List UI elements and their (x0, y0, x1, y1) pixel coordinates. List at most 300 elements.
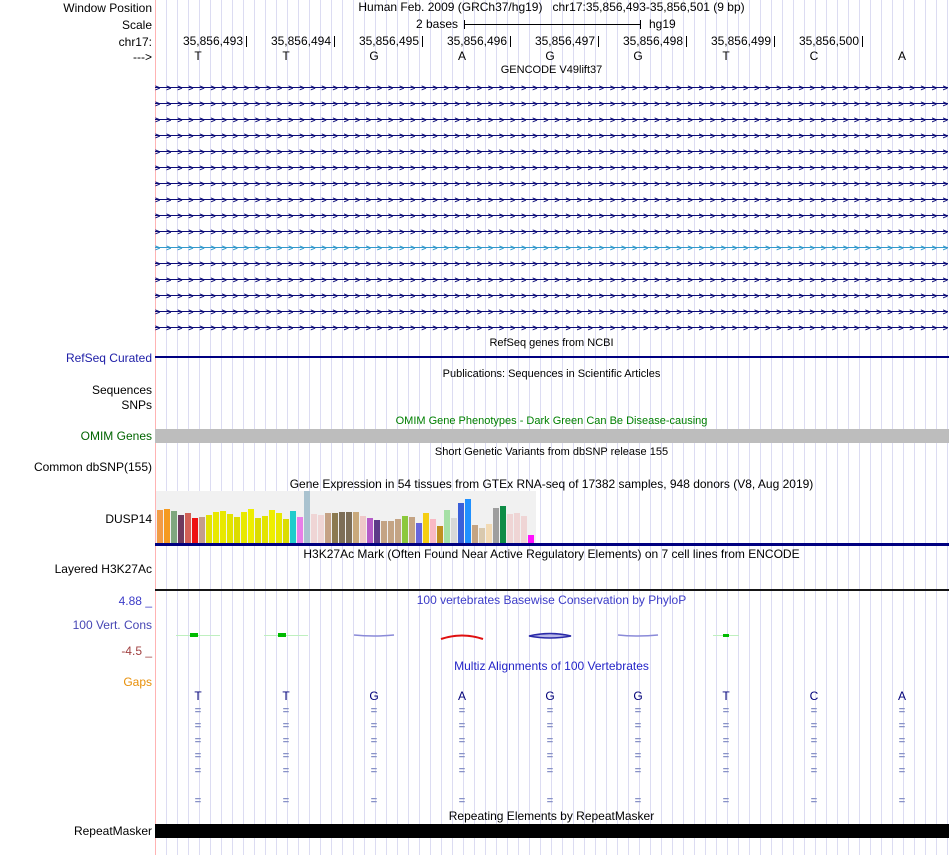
arrowhead-icon: > (232, 83, 238, 93)
gtex-expression-bar[interactable] (234, 517, 240, 543)
arrowhead-icon: > (155, 243, 161, 253)
common-dbsnp-label[interactable]: Common dbSNP(155) (33, 460, 152, 474)
h3k27ac-track-title[interactable]: H3K27Ac Mark (Often Found Near Active Regulatory Elements) on 7 cell lines from ENCODE (303, 547, 800, 561)
arrowhead-icon: > (765, 227, 771, 237)
alignment-match-mark: = (370, 735, 378, 747)
omim-track-title[interactable]: OMIM Gene Phenotypes - Dark Green Can Be Disease-causing (395, 415, 708, 427)
gene-row[interactable] (155, 176, 948, 192)
arrowhead-icon: > (798, 195, 804, 205)
multiz-track-title[interactable]: Multiz Alignments of 100 Vertebrates (454, 659, 649, 673)
alignment-match-mark: = (898, 720, 906, 732)
gtex-expression-bar[interactable] (192, 518, 198, 543)
arrowhead-icon: > (465, 227, 471, 237)
arrowhead-icon: > (620, 99, 627, 109)
gtex-expression-bar[interactable] (339, 512, 345, 543)
arrowhead-icon: > (787, 243, 793, 253)
arrowhead-icon: > (299, 307, 305, 317)
arrowhead-icon: > (532, 195, 538, 205)
gtex-expression-bar[interactable] (409, 517, 415, 543)
arrowhead-icon: > (232, 259, 238, 269)
arrowhead-icon: > (265, 99, 272, 109)
arrowhead-icon: > (754, 163, 760, 173)
arrowhead-icon: > (510, 131, 516, 141)
arrowhead-icon: > (632, 179, 638, 189)
arrowhead-icon: > (820, 83, 826, 93)
refseq-curated-label[interactable]: RefSeq Curated (65, 351, 152, 365)
arrowhead-icon: > (698, 147, 704, 157)
refseq-track-title[interactable]: RefSeq genes from NCBI (489, 337, 614, 349)
arrowhead-icon: > (288, 275, 294, 285)
arrowhead-icon: > (199, 83, 205, 93)
alignment-match-mark: = (546, 795, 554, 807)
alignment-match-mark: = (722, 750, 730, 762)
arrowhead-icon: > (842, 323, 849, 333)
arrowhead-icon: > (343, 163, 349, 173)
arrowhead-icon: > (498, 131, 505, 141)
arrowhead-icon: > (543, 259, 549, 269)
gtex-expression-bar[interactable] (388, 521, 394, 543)
arrowhead-icon: > (598, 243, 605, 253)
arrowhead-icon: > (487, 259, 494, 269)
arrowhead-icon: > (288, 227, 294, 237)
gene-row[interactable] (155, 256, 948, 272)
arrowhead-icon: > (387, 323, 394, 333)
arrowhead-icon: > (221, 83, 227, 93)
arrowhead-icon: > (277, 83, 283, 93)
arrowhead-icon: > (898, 291, 904, 301)
gtex-expression-bar[interactable] (423, 513, 429, 543)
arrowhead-icon: > (365, 243, 372, 253)
omim-genes-bar[interactable] (155, 429, 949, 443)
arrowhead-icon: > (498, 227, 505, 237)
gtex-expression-bar[interactable] (367, 518, 373, 543)
arrowhead-icon: > (265, 163, 272, 173)
arrowhead-icon: > (510, 211, 516, 221)
arrowhead-icon: > (709, 163, 715, 173)
repeatmasker-track-title[interactable]: Repeating Elements by RepeatMasker (448, 809, 655, 823)
arrowhead-icon: > (332, 307, 338, 317)
arrowhead-icon: > (365, 211, 372, 221)
gtex-expression-bar[interactable] (220, 511, 226, 543)
gtex-expression-bar[interactable] (395, 519, 401, 543)
arrowhead-icon: > (598, 195, 605, 205)
alignment-match-mark: = (370, 765, 378, 777)
arrowhead-icon: > (155, 83, 161, 93)
arrowhead-icon: > (853, 291, 860, 301)
arrowhead-icon: > (243, 307, 250, 317)
alignment-match-mark: = (898, 705, 906, 717)
arrowhead-icon: > (310, 259, 316, 269)
arrowhead-icon: > (931, 147, 937, 157)
gtex-expression-bar[interactable] (241, 512, 247, 543)
arrowhead-icon: > (765, 211, 771, 221)
arrowhead-icon: > (288, 115, 294, 125)
arrowhead-icon: > (199, 147, 205, 157)
arrowhead-icon: > (232, 291, 238, 301)
arrowhead-icon: > (720, 291, 727, 301)
arrowhead-icon: > (487, 131, 494, 141)
arrowhead-icon: > (742, 131, 749, 141)
arrowhead-icon: > (709, 243, 715, 253)
arrowhead-icon: > (887, 179, 893, 189)
arrowhead-icon: > (399, 179, 405, 189)
gtex-expression-bar[interactable] (500, 506, 506, 543)
arrowhead-icon: > (820, 275, 826, 285)
gtex-expression-bar[interactable] (381, 521, 387, 543)
arrowhead-icon: > (720, 195, 727, 205)
arrowhead-icon: > (321, 307, 327, 317)
gtex-expression-bar[interactable] (528, 535, 534, 543)
gtex-expression-bar[interactable] (255, 518, 261, 543)
gene-row[interactable] (155, 240, 948, 256)
gtex-expression-bar[interactable] (262, 516, 268, 543)
arrowhead-icon: > (598, 99, 605, 109)
arrowhead-icon: > (565, 275, 571, 285)
arrowhead-icon: > (465, 275, 471, 285)
arrowhead-icon: > (454, 227, 460, 237)
arrowhead-icon: > (498, 291, 505, 301)
dbsnp-track-title[interactable]: Short Genetic Variants from dbSNP release 155 (434, 446, 669, 458)
gtex-expression-bar[interactable] (248, 509, 254, 543)
snps-label[interactable]: SNPs (121, 398, 152, 412)
gencode-track-title[interactable]: GENCODE V49lift37 (500, 64, 603, 76)
arrowhead-icon: > (887, 291, 893, 301)
arrowhead-icon: > (698, 307, 704, 317)
gene-direction-arrows (155, 128, 948, 144)
arrowhead-icon: > (510, 227, 516, 237)
arrowhead-icon: > (321, 163, 327, 173)
gene-row[interactable] (155, 192, 948, 208)
gene-row[interactable] (155, 208, 948, 224)
conservation-track-title[interactable]: 100 vertebrates Basewise Conservation by PhyloP (416, 593, 687, 607)
arrowhead-icon: > (354, 243, 360, 253)
arrowhead-icon: > (487, 179, 494, 189)
arrowhead-icon: > (476, 147, 482, 157)
arrowhead-icon: > (665, 291, 671, 301)
arrowhead-icon: > (754, 147, 760, 157)
arrowhead-icon: > (387, 243, 394, 253)
arrowhead-icon: > (898, 195, 904, 205)
arrowhead-icon: > (632, 323, 638, 333)
arrowhead-icon: > (876, 243, 882, 253)
arrowhead-icon: > (565, 307, 571, 317)
arrowhead-icon: > (543, 211, 549, 221)
gtex-expression-bar[interactable] (297, 517, 303, 543)
arrowhead-icon: > (720, 211, 727, 221)
arrowhead-icon: > (376, 227, 383, 237)
arrowhead-icon: > (310, 115, 316, 125)
gtex-expression-bar[interactable] (185, 513, 191, 543)
gtex-expression-bar[interactable] (486, 524, 492, 543)
gene-row[interactable] (155, 128, 948, 144)
arrowhead-icon: > (410, 259, 416, 269)
arrowhead-icon: > (487, 323, 494, 333)
arrowhead-icon: > (321, 179, 327, 189)
arrowhead-icon: > (443, 323, 449, 333)
arrowhead-icon: > (498, 179, 505, 189)
arrowhead-icon: > (720, 259, 727, 269)
arrowhead-icon: > (731, 131, 738, 141)
arrowhead-icon: > (321, 211, 327, 221)
gtex-expression-bar[interactable] (521, 516, 527, 543)
arrowhead-icon: > (476, 323, 482, 333)
arrowhead-icon: > (876, 195, 882, 205)
gtex-expression-bar[interactable] (507, 514, 513, 543)
gtex-expression-bar[interactable] (283, 519, 289, 543)
arrowhead-icon: > (487, 211, 494, 221)
arrowhead-icon: > (676, 307, 682, 317)
gtex-expression-bar[interactable] (416, 523, 422, 543)
gtex-expression-bar[interactable] (451, 518, 457, 543)
arrowhead-icon: > (232, 163, 238, 173)
arrowhead-icon: > (432, 131, 438, 141)
arrowhead-icon: > (521, 259, 527, 269)
arrowhead-icon: > (554, 259, 560, 269)
gtex-expression-bar[interactable] (437, 526, 443, 543)
gtex-expression-bar[interactable] (465, 499, 471, 543)
arrowhead-icon: > (731, 83, 738, 93)
arrowhead-icon: > (776, 323, 782, 333)
arrowhead-icon: > (354, 323, 360, 333)
alignment-match-mark: = (458, 795, 466, 807)
arrowhead-icon: > (865, 99, 871, 109)
arrowhead-icon: > (909, 227, 915, 237)
arrowhead-icon: > (265, 131, 272, 141)
gene-row[interactable] (155, 160, 948, 176)
arrowhead-icon: > (343, 115, 349, 125)
conservation-track-label[interactable]: 100 Vert. Cons (72, 618, 152, 632)
arrowhead-icon: > (254, 323, 261, 333)
gtex-expression-bar[interactable] (269, 510, 275, 543)
gtex-expression-bar[interactable] (276, 513, 282, 543)
arrowhead-icon: > (343, 307, 349, 317)
arrowhead-icon: > (410, 307, 416, 317)
arrowhead-icon: > (465, 307, 471, 317)
arrowhead-icon: > (609, 307, 616, 317)
arrowhead-icon: > (942, 275, 948, 285)
gtex-expression-bar[interactable] (199, 517, 205, 543)
gene-row[interactable] (155, 272, 948, 288)
arrowhead-icon: > (543, 147, 549, 157)
arrowhead-icon: > (920, 291, 926, 301)
arrowhead-icon: > (188, 323, 194, 333)
arrowhead-icon: > (177, 83, 183, 93)
arrowhead-icon: > (820, 323, 826, 333)
omim-genes-label[interactable]: OMIM Genes (80, 429, 152, 443)
arrowhead-icon: > (277, 291, 283, 301)
arrowhead-icon: > (853, 323, 860, 333)
arrowhead-icon: > (643, 179, 649, 189)
gtex-expression-bar[interactable] (290, 511, 296, 543)
arrowhead-icon: > (465, 291, 471, 301)
gtex-expression-bar[interactable] (472, 525, 478, 543)
arrowhead-icon: > (510, 115, 516, 125)
arrowhead-icon: > (155, 259, 161, 269)
arrowhead-icon: > (920, 323, 926, 333)
refseq-curated-line[interactable] (155, 356, 949, 358)
gene-row[interactable] (155, 304, 948, 320)
publications-track-title[interactable]: Publications: Sequences in Scientific Articles (442, 368, 661, 380)
arrowhead-icon: > (620, 259, 627, 269)
arrowhead-icon: > (421, 243, 427, 253)
arrowhead-icon: > (465, 211, 471, 221)
arrowhead-icon: > (942, 211, 948, 221)
arrowhead-icon: > (853, 115, 860, 125)
gtex-expression-bar[interactable] (430, 519, 436, 543)
sequences-label[interactable]: Sequences (91, 383, 152, 397)
arrowhead-icon: > (742, 291, 749, 301)
arrowhead-icon: > (321, 243, 327, 253)
repeatmasker-bar[interactable] (155, 824, 949, 838)
arrowhead-icon: > (365, 307, 372, 317)
arrowhead-icon: > (731, 115, 738, 125)
arrowhead-icon: > (831, 291, 837, 301)
arrowhead-icon: > (498, 115, 505, 125)
arrowhead-icon: > (243, 259, 250, 269)
arrowhead-icon: > (432, 195, 438, 205)
gene-row[interactable] (155, 224, 948, 240)
arrowhead-icon: > (931, 131, 937, 141)
arrowhead-icon: > (166, 227, 172, 237)
arrowhead-icon: > (254, 131, 261, 141)
gene-row[interactable] (155, 80, 948, 96)
gtex-expression-bar[interactable] (346, 512, 352, 543)
arrowhead-icon: > (299, 99, 305, 109)
gene-row[interactable] (155, 288, 948, 304)
arrowhead-icon: > (188, 259, 194, 269)
arrowhead-icon: > (265, 115, 272, 125)
gtex-expression-bar[interactable] (171, 511, 177, 543)
arrowhead-icon: > (166, 195, 172, 205)
arrowhead-icon: > (676, 147, 682, 157)
arrowhead-icon: > (909, 179, 915, 189)
gene-row[interactable] (155, 96, 948, 112)
gtex-expression-bar[interactable] (514, 513, 520, 543)
arrowhead-icon: > (687, 147, 693, 157)
arrowhead-icon: > (443, 227, 449, 237)
arrowhead-icon: > (609, 323, 616, 333)
arrowhead-icon: > (521, 163, 527, 173)
gtex-expression-bar[interactable] (458, 503, 464, 543)
gtex-expression-bar[interactable] (304, 491, 310, 543)
arrowhead-icon: > (532, 131, 538, 141)
gtex-track-title[interactable]: Gene Expression in 54 tissues from GTEx RNA-seq of 17382 samples, 948 donors (V8, Aug 2019) (289, 477, 814, 491)
gene-row[interactable] (155, 144, 948, 160)
arrowhead-icon: > (277, 131, 283, 141)
gtex-expression-bar[interactable] (178, 515, 184, 543)
alignment-match-mark: = (634, 720, 642, 732)
arrowhead-icon: > (632, 99, 638, 109)
gtex-expression-bar[interactable] (325, 513, 331, 543)
arrowhead-icon: > (443, 243, 449, 253)
reference-base: T (282, 49, 290, 63)
arrowhead-icon: > (920, 195, 926, 205)
arrowhead-icon: > (376, 163, 383, 173)
arrowhead-icon: > (709, 259, 715, 269)
arrowhead-icon: > (731, 307, 738, 317)
arrowhead-icon: > (909, 275, 915, 285)
arrowhead-icon: > (920, 83, 926, 93)
gtex-expression-bar[interactable] (493, 508, 499, 543)
arrowhead-icon: > (687, 323, 693, 333)
arrowhead-icon: > (332, 83, 338, 93)
arrowhead-icon: > (410, 99, 416, 109)
arrowhead-icon: > (177, 323, 183, 333)
gtex-expression-bar[interactable] (360, 516, 366, 543)
arrowhead-icon: > (155, 227, 161, 237)
gtex-expression-bar[interactable] (311, 514, 317, 543)
arrowhead-icon: > (554, 179, 560, 189)
arrowhead-icon: > (199, 99, 205, 109)
gtex-expression-bar[interactable] (157, 510, 163, 543)
gtex-expression-bar[interactable] (402, 516, 408, 543)
gtex-expression-bar[interactable] (164, 509, 170, 543)
arrowhead-icon: > (432, 147, 438, 157)
arrowhead-icon: > (865, 323, 871, 333)
gtex-expression-bar[interactable] (479, 528, 485, 543)
arrowhead-icon: > (898, 83, 904, 93)
arrowhead-icon: > (887, 275, 893, 285)
gtex-expression-bar[interactable] (318, 515, 324, 543)
arrowhead-icon: > (199, 163, 205, 173)
layered-h3k27ac-label[interactable]: Layered H3K27Ac (54, 562, 152, 576)
arrowhead-icon: > (798, 83, 804, 93)
gtex-expression-bar[interactable] (206, 515, 212, 543)
arrowhead-icon: > (776, 83, 782, 93)
arrowhead-icon: > (754, 99, 760, 109)
arrowhead-icon: > (576, 291, 582, 301)
gtex-expression-bar[interactable] (213, 512, 219, 543)
arrowhead-icon: > (454, 131, 460, 141)
arrowhead-icon: > (742, 179, 749, 189)
arrowhead-icon: > (188, 115, 194, 125)
gtex-expression-bar[interactable] (227, 514, 233, 543)
gtex-expression-bar[interactable] (332, 513, 338, 543)
gene-row[interactable] (155, 112, 948, 128)
arrowhead-icon: > (321, 115, 327, 125)
arrowhead-icon: > (742, 259, 749, 269)
arrowhead-icon: > (554, 227, 560, 237)
gene-direction-arrows (155, 192, 948, 208)
arrowhead-icon: > (565, 99, 571, 109)
arrowhead-icon: > (454, 291, 460, 301)
arrowhead-icon: > (310, 307, 316, 317)
gtex-expression-bar[interactable] (444, 510, 450, 543)
arrowhead-icon: > (288, 99, 294, 109)
coordinate-number: 35,856,498 (622, 34, 683, 48)
arrowhead-icon: > (387, 259, 394, 269)
gtex-baseline (155, 543, 949, 546)
arrowhead-icon: > (742, 243, 749, 253)
gtex-expression-bar[interactable] (353, 512, 359, 543)
arrowhead-icon: > (155, 131, 161, 141)
arrowhead-icon: > (221, 243, 227, 253)
repeatmasker-label[interactable]: RepeatMasker (73, 824, 152, 838)
alignment-match-mark: = (634, 705, 642, 717)
arrowhead-icon: > (865, 147, 871, 157)
arrowhead-icon: > (765, 163, 771, 173)
arrowhead-icon: > (876, 291, 882, 301)
gtex-gene-label[interactable]: DUSP14 (105, 512, 152, 526)
arrowhead-icon: > (277, 99, 283, 109)
arrowhead-icon: > (476, 243, 482, 253)
arrowhead-icon: > (942, 179, 948, 189)
gtex-expression-bar[interactable] (374, 520, 380, 543)
arrowhead-icon: > (742, 227, 749, 237)
arrowhead-icon: > (609, 291, 616, 301)
gene-row[interactable] (155, 320, 948, 336)
arrowhead-icon: > (188, 211, 194, 221)
